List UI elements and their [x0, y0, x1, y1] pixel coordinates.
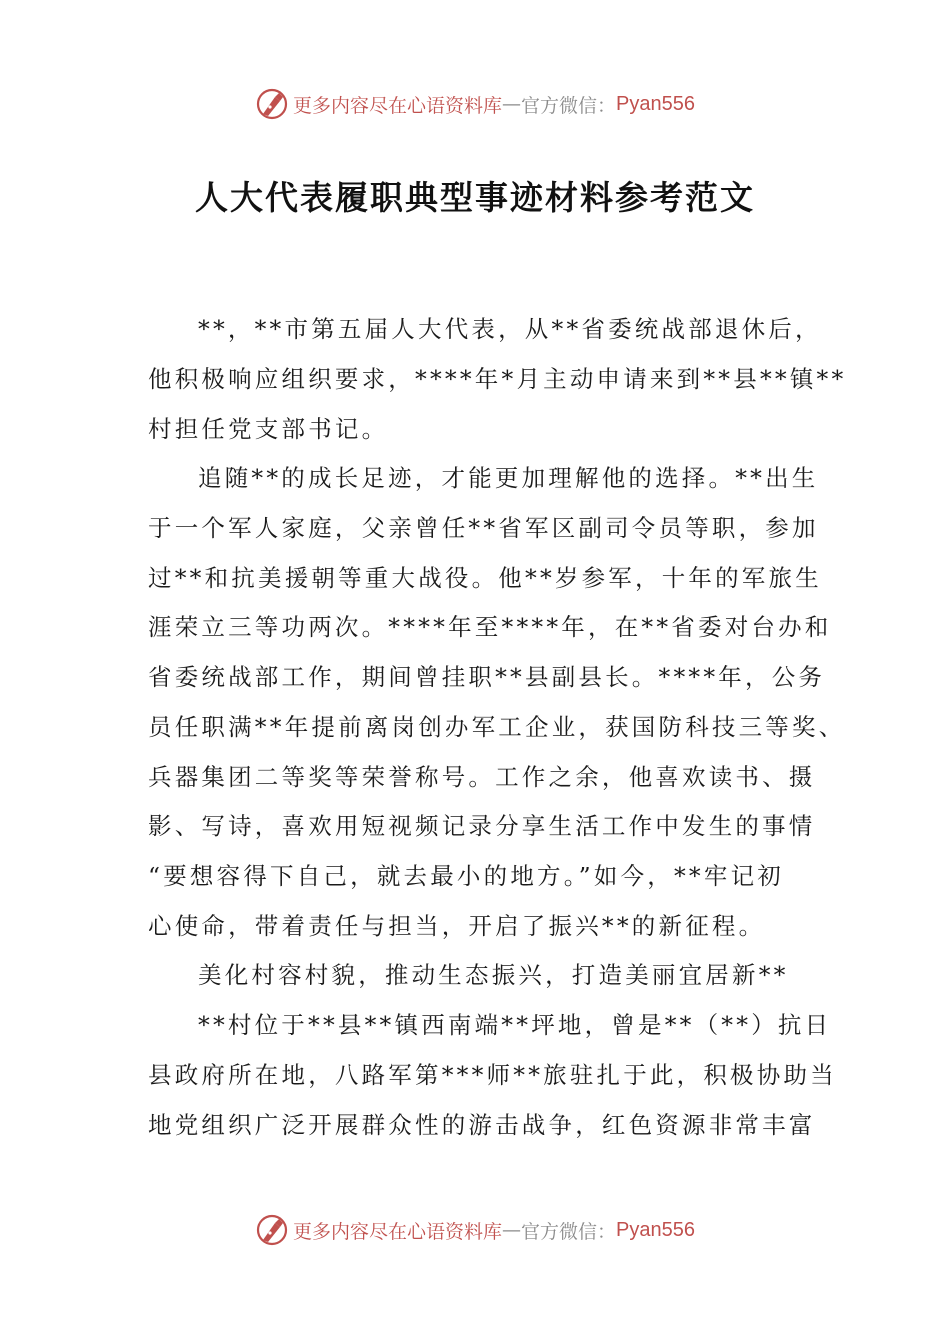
- text-line: 心使命，带着责任与担当，开启了振兴**的新征程。: [148, 912, 766, 940]
- text-line: 兵器集团二等奖等荣誉称号。工作之余，他喜欢读书、摄: [148, 763, 816, 791]
- text-line: 县政府所在地，八路军第***师**旅驻扎于此，积极协助当: [148, 1061, 837, 1089]
- banner-dash: —: [502, 93, 522, 115]
- text-line: 过**和抗美援朝等重大战役。他**岁参军，十年的军旅生: [148, 564, 822, 592]
- text-line: **村位于**县**镇西南端**坪地，曾是**（**）抗日: [198, 1011, 832, 1039]
- document-title: 人大代表履职典型事迹材料参考范文: [195, 178, 755, 217]
- text-line: 村担任党支部书记。: [148, 415, 389, 443]
- banner-wechat-id: Pyan556: [616, 92, 695, 115]
- text-line: “要想容得下自己，就去最小的地方。”如今，**牢记初: [148, 862, 784, 890]
- header-banner: [0, 84, 950, 124]
- banner-dash: —: [502, 1219, 522, 1241]
- text-line: 追随**的成长足迹，才能更加理解他的选择。**出生: [198, 464, 819, 492]
- text-line: 员任职满**年提前离岗创办军工企业，获国防科技三等奖、: [148, 713, 846, 741]
- text-line: 地党组织广泛开展群众性的游击战争，红色资源非常丰富: [148, 1111, 816, 1139]
- text-line: 他积极响应组织要求，****年*月主动申请来到**县**镇**: [148, 365, 847, 393]
- banner-site-text: 更多内容尽在心语资料库: [293, 94, 503, 117]
- text-line: 涯荣立三等功两次。****年至****年，在**省委对台办和: [148, 613, 832, 641]
- text-line: 于一个军人家庭，父亲曾任**省军区副司令员等职，参加: [148, 514, 819, 542]
- footer-banner: [0, 1210, 950, 1250]
- pen-nib-logo-icon: [255, 87, 289, 121]
- banner-wechat-id: Pyan556: [616, 1218, 695, 1241]
- text-line: 美化村容村貌，推动生态振兴，打造美丽宜居新**: [198, 961, 789, 989]
- text-line: 影、写诗，喜欢用短视频记录分享生活工作中发生的事情: [148, 812, 816, 840]
- pen-nib-logo-icon: [255, 1213, 289, 1247]
- banner-wechat-label: 官方微信：: [521, 94, 617, 117]
- banner-site-text: 更多内容尽在心语资料库: [293, 1220, 503, 1243]
- text-line: **，**市第五届人大代表，从**省委统战部退休后，: [198, 315, 822, 343]
- banner-wechat-label: 官方微信：: [521, 1220, 617, 1243]
- text-line: 省委统战部工作，期间曾挂职**县副县长。****年，公务: [148, 663, 826, 691]
